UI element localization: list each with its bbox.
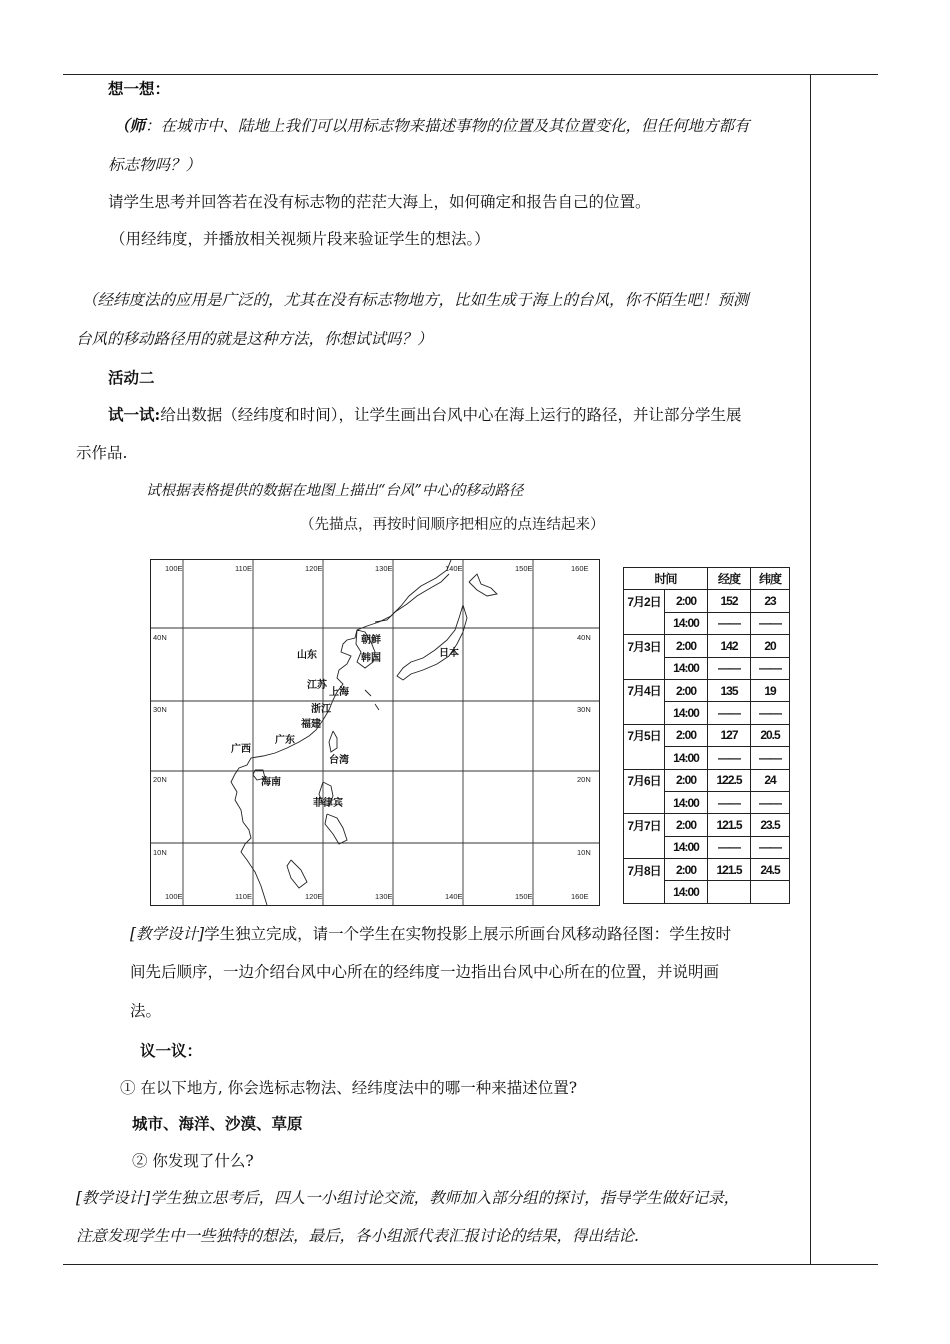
italic-line-2: 台风的移动路径用的就是这种方法，你想试试吗？） (76, 330, 433, 348)
lon-top-label: 130E (375, 564, 393, 573)
place-zhejiang: 浙江 (311, 704, 331, 715)
date-cell-blank (624, 791, 665, 813)
lat-cell: 20 (751, 635, 790, 657)
places-list: 城市、海洋、沙漠、草原 (132, 1114, 303, 1133)
discuss-title: 议一议： (140, 1041, 203, 1060)
lon-cell: 121.5 (708, 859, 751, 881)
table-row (624, 635, 790, 657)
header-longitude: 经度 (708, 568, 751, 590)
time-cell: 14:00 (665, 881, 708, 903)
lat-right-label: 40N (577, 633, 591, 642)
time-cell: 2:00 (665, 679, 708, 701)
lat-cell: —— (751, 702, 790, 724)
table-header-row (624, 568, 790, 590)
teacher-question-2: 标志物吗？） (108, 156, 202, 174)
teacher-question (114, 116, 750, 136)
frame-top-rule (63, 74, 878, 75)
lon-bottom-label: 140E (445, 892, 463, 901)
lon-cell: 121.5 (708, 814, 751, 836)
time-cell: 14:00 (665, 836, 708, 858)
question-1: ① 在以下地方, 你会选标志物法、经纬度法中的哪一种来描述位置? (120, 1079, 578, 1097)
date-cell-blank (624, 836, 665, 858)
teacher-label: （师 (114, 116, 146, 135)
lat-cell: 23.5 (751, 814, 790, 836)
lon-bottom-label: 130E (375, 892, 393, 901)
time-cell: 2:00 (665, 859, 708, 881)
map-svg (151, 560, 599, 905)
lat-left-label: 10N (153, 848, 167, 857)
lon-top-label: 140E (445, 564, 463, 573)
ask-line-1: 请学生思考并回答若在没有标志物的茫茫大海上，如何确定和报告自己的位置。 (108, 193, 651, 211)
table-row (624, 747, 790, 769)
lon-top-label: 100E (165, 564, 183, 573)
date-cell-blank (624, 747, 665, 769)
lon-bottom-label: 100E (165, 892, 183, 901)
place-chaoxian: 朝鲜 (361, 635, 381, 646)
table-row (624, 881, 790, 903)
time-cell: 14:00 (665, 791, 708, 813)
map-caption: 试根据表格提供的数据在地图上描出“台风”中心的移动路径 (146, 483, 524, 499)
date-cell: 7月4日 (624, 679, 665, 701)
date-cell: 7月6日 (624, 769, 665, 791)
lat-left-label: 40N (153, 633, 167, 642)
lon-top-label: 150E (515, 564, 533, 573)
table-row (624, 679, 790, 701)
lat-cell: —— (751, 836, 790, 858)
table-row (624, 836, 790, 858)
lat-cell (751, 881, 790, 903)
date-cell-blank (624, 702, 665, 724)
place-taiwan: 台湾 (329, 755, 349, 766)
lat-cell: 24 (751, 769, 790, 791)
time-cell: 2:00 (665, 590, 708, 612)
date-cell-blank (624, 657, 665, 679)
philippines-south (325, 814, 347, 844)
latitude-labels-left (153, 633, 167, 857)
map-caption-2: （先描点，再按时间顺序把相应的点连结起来） (300, 517, 605, 533)
design-note-1 (130, 924, 731, 944)
time-cell: 14:00 (665, 702, 708, 724)
japan-hokkaido (469, 574, 497, 596)
place-fujian: 福建 (301, 719, 321, 730)
coastlines (231, 560, 497, 905)
grid-lines (151, 560, 599, 905)
lon-cell: 127 (708, 724, 751, 746)
japan-honshu (397, 605, 467, 680)
frame-right-rule (810, 74, 811, 1264)
lat-cell: 20.5 (751, 724, 790, 746)
design-text-1b: 间先后顺序，一边介绍台风中心所在的经纬度一边指出台风中心所在的位置，并说明画 (130, 963, 720, 981)
date-cell-blank (624, 612, 665, 634)
try-line (108, 405, 742, 425)
table-row (624, 590, 790, 612)
longitude-labels-top (165, 564, 589, 573)
lon-cell: —— (708, 612, 751, 634)
place-guangxi: 广西 (231, 744, 251, 755)
place-hainan: 海南 (261, 777, 281, 788)
think-title: 想一想： (108, 79, 171, 98)
teacher-question-1: ：在城市中、陆地上我们可以用标志物来描述事物的位置及其位置变化，但任何地方都有 (145, 117, 750, 135)
italic-line-1: （经纬度法的应用是广泛的，尤其在没有标志物地方，比如生成于海上的台风，你不陌生吧！预测 (82, 291, 749, 309)
lon-cell: —— (708, 791, 751, 813)
time-cell: 2:00 (665, 724, 708, 746)
lat-left-label: 20N (153, 775, 167, 784)
lat-cell: —— (751, 612, 790, 634)
table-row (624, 814, 790, 836)
lon-top-label: 110E (235, 564, 252, 573)
question-2: ② 你发现了什么? (132, 1152, 254, 1170)
taiwan-island (329, 731, 337, 752)
place-jiangsu: 江苏 (307, 680, 327, 691)
design-note-2a: [教学设计]学生独立思考后，四人一小组讨论交流，教师加入部分组的探讨，指导学生做好记录， (76, 1189, 740, 1207)
place-shandong: 山东 (297, 650, 317, 661)
typhoon-map (150, 559, 600, 906)
table-row (624, 702, 790, 724)
lon-cell (708, 881, 751, 903)
lon-top-label: 120E (305, 564, 323, 573)
lat-cell: —— (751, 791, 790, 813)
date-cell: 7月7日 (624, 814, 665, 836)
place-names (231, 633, 459, 809)
time-cell: 2:00 (665, 635, 708, 657)
lat-right-label: 20N (577, 775, 591, 784)
lat-cell: 19 (751, 679, 790, 701)
lon-bottom-label: 120E (305, 892, 323, 901)
table-row (624, 724, 790, 746)
time-cell: 2:00 (665, 769, 708, 791)
lat-right-label: 10N (577, 848, 591, 857)
date-cell: 7月2日 (624, 590, 665, 612)
time-cell: 14:00 (665, 612, 708, 634)
table-row (624, 791, 790, 813)
mainland-coast (231, 560, 451, 905)
date-cell: 7月5日 (624, 724, 665, 746)
lon-bottom-label: 110E (235, 892, 252, 901)
place-feilvbin: 菲律宾 (313, 798, 343, 809)
header-latitude: 纬度 (751, 568, 790, 590)
lon-cell: —— (708, 657, 751, 679)
lon-cell: 122.5 (708, 769, 751, 791)
table-row (624, 859, 790, 881)
header-time: 时间 (624, 568, 708, 590)
date-cell: 7月3日 (624, 635, 665, 657)
latitude-labels-right (577, 633, 591, 857)
place-shanghai: 上海 (329, 687, 349, 698)
place-hanguo: 韩国 (361, 653, 381, 664)
frame-bottom-rule (63, 1264, 878, 1265)
time-cell: 14:00 (665, 747, 708, 769)
lat-left-label: 30N (153, 705, 167, 714)
lon-cell: —— (708, 836, 751, 858)
lon-cell: —— (708, 702, 751, 724)
table-row (624, 612, 790, 634)
typhoon-data-table (623, 567, 790, 904)
longitude-labels-bottom (165, 892, 589, 901)
borneo-north (287, 860, 307, 888)
table-row (624, 657, 790, 679)
date-cell-blank (624, 881, 665, 903)
try-label: 试一试: (108, 405, 161, 424)
time-cell: 2:00 (665, 814, 708, 836)
lat-cell: 24.5 (751, 859, 790, 881)
lat-right-label: 30N (577, 705, 591, 714)
lon-bottom-label: 160E (571, 892, 589, 901)
place-guangdong: 广东 (275, 735, 295, 746)
lat-cell: —— (751, 747, 790, 769)
lon-cell: 152 (708, 590, 751, 612)
try-text-2: 示作品. (76, 444, 128, 462)
ask-line-2: （用经纬度，并播放相关视频片段来验证学生的想法。） (110, 230, 490, 248)
lon-cell: 142 (708, 635, 751, 657)
table-row (624, 769, 790, 791)
design-text-1a: 学生独立完成，请一个学生在实物投影上展示所画台风移动路径图：学生按时 (204, 925, 732, 943)
lat-cell: —— (751, 657, 790, 679)
sea-coast-north (375, 574, 449, 622)
lon-bottom-label: 150E (515, 892, 533, 901)
lon-cell: —— (708, 747, 751, 769)
activity2-title: 活动二 (108, 368, 155, 387)
time-cell: 14:00 (665, 657, 708, 679)
place-riben: 日本 (439, 648, 459, 659)
lon-top-label: 160E (571, 564, 589, 573)
lat-cell: 23 (751, 590, 790, 612)
lon-cell: 135 (708, 679, 751, 701)
date-cell: 7月8日 (624, 859, 665, 881)
design-note-2b: 注意发现学生中一些独特的想法，最后，各小组派代表汇报讨论的结果，得出结论. (76, 1227, 639, 1245)
try-text: 给出数据（经纬度和时间），让学生画出台风中心在海上运行的路径，并让部分学生展 (160, 406, 742, 424)
ryukyu-islands (365, 690, 379, 710)
design-tag-1: [教学设计] (130, 925, 205, 943)
design-text-1c: 法。 (130, 1002, 162, 1020)
